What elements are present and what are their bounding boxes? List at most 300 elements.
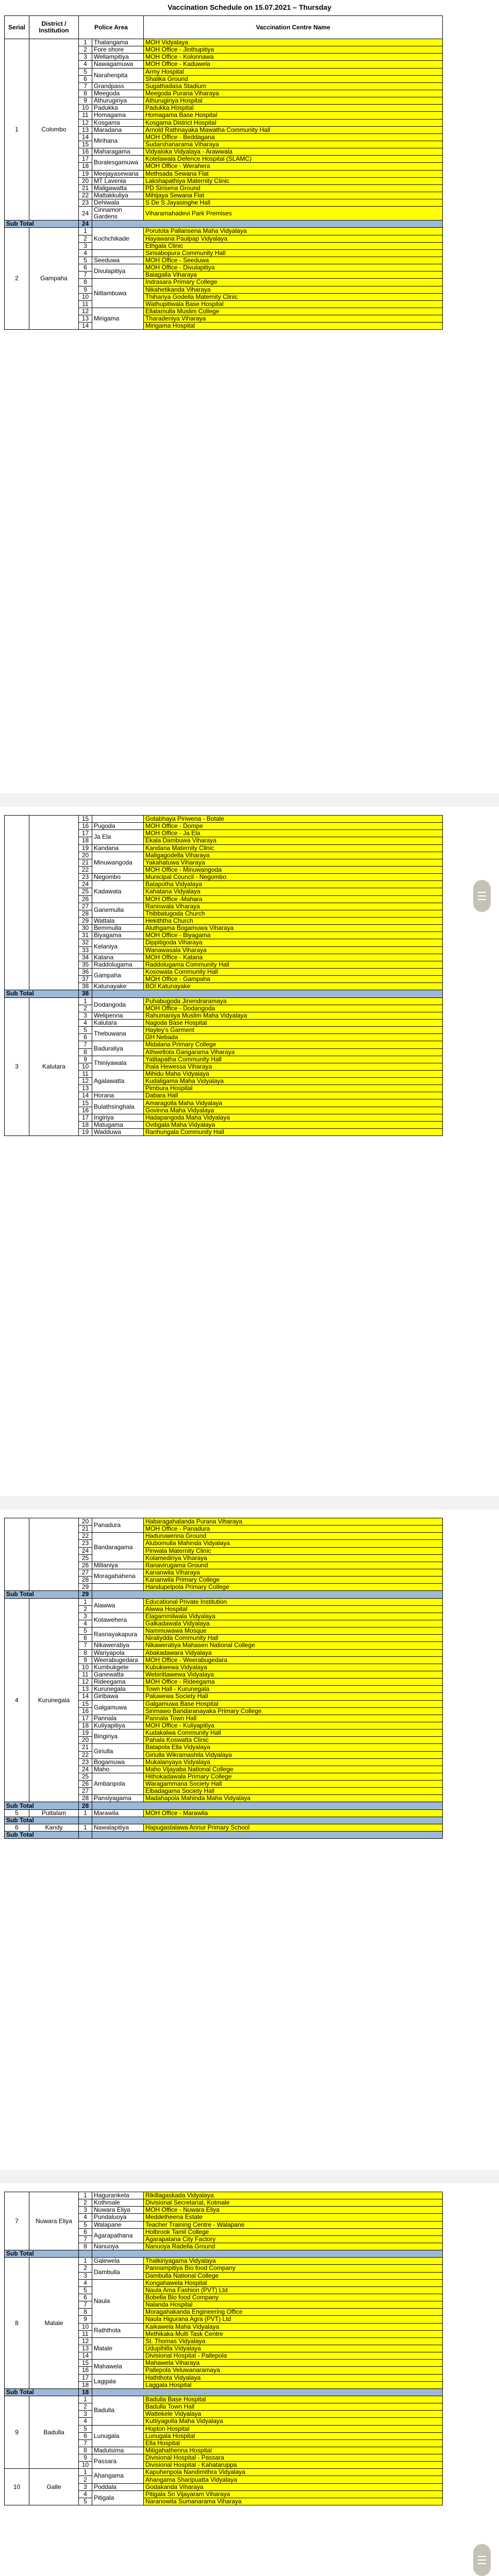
police-area-cell: Bulathsinghala [92, 1099, 144, 1114]
police-area-cell: Madulsima [92, 2447, 144, 2454]
sub-total-value: 38 [79, 990, 92, 997]
vaccination-centre-cell: Bobella Bio food Company [144, 2294, 443, 2301]
sub-total-row [5, 990, 443, 997]
row-number: 10 [79, 105, 92, 112]
sub-total-value [79, 1832, 92, 1839]
row-number: 7 [79, 82, 92, 90]
vaccination-centre-cell: MOH Office - Werahera [144, 163, 443, 170]
row-number: 16 [79, 823, 92, 830]
vaccination-centre-cell: Methsada Sewana Flat [144, 170, 443, 177]
police-area-cell: Negombo [92, 874, 144, 881]
row-number: 18 [79, 837, 92, 844]
row-number: 18 [79, 163, 92, 170]
row-number: 22 [79, 192, 92, 199]
police-area-cell: Moragahahena [92, 1569, 144, 1583]
vaccination-centre-cell: Ella Hospital [144, 2439, 443, 2447]
police-area-cell: Katunayake [92, 983, 144, 990]
police-area-cell: Badulla [92, 2396, 144, 2425]
vaccination-centre-cell: Batapotha Vidyalaya [144, 881, 443, 888]
row-number: 20 [79, 1737, 92, 1744]
row-number: 29 [79, 917, 92, 924]
header-police-area: Police Area [79, 16, 144, 39]
vaccination-centre-cell: Haduruwenna Ground [144, 1533, 443, 1540]
row-number: 2 [79, 1605, 92, 1613]
menu-icon [478, 892, 486, 893]
row-number: 26 [79, 1562, 92, 1569]
row-number: 19 [79, 844, 92, 852]
vaccination-centre-cell: Govinna Maha Vidyalaya [144, 1107, 443, 1114]
row-number: 22 [79, 1533, 92, 1540]
vaccination-centre-cell: Madahapola Mahinda Maha Vidyalaya [144, 1795, 443, 1802]
vaccination-centre-cell: Puhabugoda Jinendraramaya [144, 997, 443, 1005]
row-number: 9 [79, 2454, 92, 2462]
vaccination-centre-cell: Thihariya Godella Maternity Clinic [144, 293, 443, 300]
sub-total-label: Sub Total [5, 221, 79, 228]
district-cell [29, 816, 79, 990]
vaccination-centre-cell: Indrasara Primary College [144, 279, 443, 286]
vaccination-centre-cell: Rikillagaskada Vidyalaya [144, 2192, 443, 2199]
row-number: 6 [79, 264, 92, 272]
police-area-cell: Nawalapitiya [92, 1824, 144, 1831]
police-area-cell: Athurugiriya [92, 97, 144, 105]
row-number: 1 [79, 1598, 92, 1605]
serial-cell [5, 816, 29, 990]
police-area-cell: Kosgama [92, 119, 144, 126]
district-cell: Kandy [29, 1824, 79, 1831]
police-area-cell: Wattala [92, 917, 144, 924]
table-row [5, 2192, 443, 2199]
row-number: 8 [79, 1048, 92, 1056]
row-number: 27 [79, 903, 92, 910]
sub-total-value [79, 1817, 92, 1824]
police-area-cell: Agarapathana [92, 2228, 144, 2243]
row-number: 13 [79, 315, 92, 323]
vaccination-centre-cell: Niraliydda Community Hall [144, 1635, 443, 1642]
police-area-cell: Mirihana [92, 133, 144, 148]
row-number: 26 [79, 1781, 92, 1788]
police-area-cell: Kandana [92, 844, 144, 852]
vaccination-centre-cell: MOH Office - Katana [144, 954, 443, 961]
police-area-cell: Mahawela [92, 2360, 144, 2374]
vaccination-centre-cell: Tharadeniya Viharaya [144, 315, 443, 323]
sub-total-label: Sub Total [5, 1802, 79, 1809]
row-number: 4 [79, 1019, 92, 1026]
police-area-cell: Kotawehera [92, 1613, 144, 1627]
police-area-cell: Matale [92, 2337, 144, 2359]
district-cell [29, 1518, 79, 1591]
row-number: 23 [79, 874, 92, 881]
vaccination-centre-cell: Haththota Vidyalaya [144, 2374, 443, 2381]
row-number: 4 [79, 2418, 92, 2425]
police-area-cell: Giriulla [92, 1744, 144, 1758]
table-row [5, 2469, 443, 2476]
row-number: 30 [79, 925, 92, 932]
vaccination-centre-cell: Galgamuwa Base Hospital [144, 1700, 443, 1707]
vaccination-centre-cell: Nikahetikanda Viharaya [144, 286, 443, 293]
header-row [5, 16, 443, 39]
vaccination-centre-cell: MOH Office - Nuwara Eliya [144, 2207, 443, 2214]
row-number: 15 [79, 816, 92, 823]
police-area-cell: Ganewatta [92, 1671, 144, 1678]
row-number: 28 [79, 910, 92, 917]
row-number: 5 [79, 2221, 92, 2228]
row-number: 14 [79, 1693, 92, 1700]
vaccination-centre-cell: Waragammana Society Hall [144, 1781, 443, 1788]
vaccination-centre-cell: Kolamediriya Viharaya [144, 1554, 443, 1562]
row-number: 8 [79, 90, 92, 97]
district-cell: Puttalam [29, 1809, 79, 1817]
vaccination-centre-cell: Naranowita Sumanarama Viharaya [144, 2498, 443, 2505]
serial-cell: 1 [5, 39, 29, 221]
floating-menu-button[interactable] [473, 2544, 491, 2576]
row-number: 18 [79, 1722, 92, 1729]
vaccination-centre-cell: Balagalla Viharaya [144, 272, 443, 279]
row-number: 9 [79, 2316, 92, 2323]
row-number: 21 [79, 1744, 92, 1751]
row-number: 2 [79, 2265, 92, 2272]
row-number: 9 [79, 1056, 92, 1063]
row-number: 17 [79, 830, 92, 837]
police-area-cell: Ganemulla [92, 903, 144, 917]
police-area-cell: Matugama [92, 1121, 144, 1128]
police-area-cell [92, 816, 144, 823]
row-number: 5 [79, 257, 92, 264]
row-number: 5 [79, 2425, 92, 2432]
row-number: 20 [79, 177, 92, 184]
police-area-cell: Rideegama [92, 1679, 144, 1686]
vaccination-centre-cell: Naula Ama Fashion (PVT) Ltd [144, 2286, 443, 2294]
row-number: 1 [79, 228, 92, 235]
vaccination-centre-cell: Raddolugama Community Hall [144, 961, 443, 968]
police-area-cell: Ja Ela [92, 830, 144, 844]
vaccination-centre-cell: Alubomulla Mahinda Vidyalaya [144, 1540, 443, 1547]
vaccination-centre-cell: Kubukwewa Vidyalaya [144, 1664, 443, 1671]
police-area-cell: Haguranketa [92, 2192, 144, 2199]
table-row [5, 1809, 443, 1817]
police-area-cell: Pundaluoya [92, 2214, 144, 2221]
police-area-cell: Alawwa [92, 1598, 144, 1613]
row-number: 38 [79, 983, 92, 990]
vaccination-centre-cell: Kananwila Primary College [144, 1577, 443, 1584]
vaccination-centre-cell: Kuttiyagolla Maha Vidyalaya [144, 2418, 443, 2425]
schedule-table [4, 2192, 443, 2505]
police-area-cell: Marawila [92, 1809, 144, 1817]
vaccination-centre-cell: Athweltota Gangarama Viharaya [144, 1048, 443, 1056]
row-number: 8 [79, 2309, 92, 2316]
row-number: 1 [79, 997, 92, 1005]
vaccination-centre-cell: Moragahakanda Engineering Office [144, 2309, 443, 2316]
row-number: 5 [79, 1027, 92, 1034]
page-title: Vaccination Schedule on 15.07.2021 – Thursday [168, 3, 331, 11]
vaccination-centre-cell: Ranavirugama Ground [144, 1562, 443, 1569]
vaccination-centre-cell: Elbadagama Society Hall [144, 1788, 443, 1795]
row-number: 25 [79, 1773, 92, 1780]
row-number: 28 [79, 1577, 92, 1584]
police-area-cell: Thiniyawala [92, 1056, 144, 1070]
police-area-cell: Kumbukgete [92, 1664, 144, 1671]
vaccination-centre-cell: Pimbura Hospital [144, 1085, 443, 1092]
vaccination-centre-cell: MOH Office - Divulapitiya [144, 264, 443, 272]
sub-total-blank [92, 2250, 443, 2258]
vaccination-centre-cell: MOH Office - Panadura [144, 1526, 443, 1533]
police-area-cell: Katana [92, 954, 144, 961]
vaccination-centre-cell: Athurugiriya Hospital [144, 97, 443, 105]
row-number: 36 [79, 968, 92, 975]
row-number: 11 [79, 2330, 92, 2337]
row-number: 3 [79, 1613, 92, 1620]
vaccination-centre-cell: Kosowata Community Hall [144, 968, 443, 975]
vaccination-centre-cell: Sugathadasa Stadium [144, 82, 443, 90]
row-number: 14 [79, 133, 92, 141]
row-number: 6 [79, 2294, 92, 2301]
vaccination-centre-cell: Wathupitiwala Base Hospital [144, 300, 443, 308]
row-number: 2 [79, 46, 92, 54]
vaccination-centre-cell: Webirittawewa Vidyalaya [144, 1671, 443, 1678]
vaccination-centre-cell: Hayawana Paulpap Vidyalaya [144, 235, 443, 242]
vaccination-centre-cell: Nikaweratiya Mahasen National College [144, 1642, 443, 1649]
vaccination-centre-cell: Meegoda Purana Viharaya [144, 90, 443, 97]
row-number: 4 [79, 1620, 92, 1627]
police-area-cell: Meegoda [92, 90, 144, 97]
row-number: 20 [79, 852, 92, 859]
sub-total-blank [92, 2388, 443, 2396]
row-number: 11 [79, 300, 92, 308]
row-number: 11 [79, 1671, 92, 1678]
row-number: 25 [79, 888, 92, 895]
row-number: 22 [79, 866, 92, 873]
vaccination-centre-cell: Mihidu Maha Vidyalaya [144, 1070, 443, 1077]
vaccination-centre-cell: Educational Private Institution [144, 1598, 443, 1605]
table-row [5, 39, 443, 46]
police-area-cell: Divulapitiya [92, 264, 144, 279]
vaccination-centre-cell: MOH Office - Jinthupitiya [144, 46, 443, 54]
row-number: 10 [79, 293, 92, 300]
police-area-cell: MT Lavenia [92, 177, 144, 184]
row-number: 8 [79, 279, 92, 286]
police-area-cell: Agalawatta [92, 1070, 144, 1092]
sub-total-row [5, 2388, 443, 2396]
row-number: 5 [79, 2498, 92, 2505]
vaccination-centre-cell: Porutota Pallansena Maha Vidyalaya [144, 228, 443, 235]
police-area-cell: Laggala [92, 2374, 144, 2388]
police-area-cell: Nikaweratiya [92, 1642, 144, 1649]
row-number: 23 [79, 1758, 92, 1766]
sub-total-label: Sub Total [5, 1832, 79, 1839]
police-area-cell: Pansiyagama [92, 1795, 144, 1802]
sub-total-label: Sub Total [5, 2388, 79, 2396]
sub-total-label: Sub Total [5, 990, 79, 997]
sub-total-value: 28 [79, 1802, 92, 1809]
page-break [0, 2170, 499, 2183]
vaccination-centre-cell: Pinwala Maternity Clinic [144, 1547, 443, 1554]
vaccination-centre-cell: Yatitapatha Community Hall [144, 1056, 443, 1063]
row-number: 7 [79, 1041, 92, 1048]
police-area-cell: Walapane [92, 2221, 144, 2228]
row-number: 2 [79, 2476, 92, 2483]
row-number: 12 [79, 2337, 92, 2345]
row-number: 4 [79, 2490, 92, 2498]
row-number: 7 [79, 2439, 92, 2447]
row-number: 19 [79, 170, 92, 177]
vaccination-centre-cell: Thalkiriyagama Vidyalaya [144, 2258, 443, 2265]
row-number: 6 [79, 1635, 92, 1642]
vaccination-centre-cell: Divisional Hospital - Pallepola [144, 2352, 443, 2360]
row-number: 16 [79, 148, 92, 156]
row-number: 14 [79, 1092, 92, 1099]
vaccination-centre-cell: Batapola Ella Vidyalaya [144, 1744, 443, 1751]
vaccination-centre-cell: Nalanda Hospital [144, 2301, 443, 2309]
row-number: 13 [79, 1085, 92, 1092]
vaccination-centre-cell: MOH Office - Beddagana [144, 133, 443, 141]
police-area-cell: Homagama [92, 112, 144, 119]
vaccination-centre-cell: Ovitigala Maha Vidyalaya [144, 1121, 443, 1128]
vaccination-centre-cell: Habaragahalanda Purana Viharaya [144, 1518, 443, 1526]
row-number: 35 [79, 961, 92, 968]
header-district: District / Institution [29, 16, 79, 39]
row-number: 20 [79, 1518, 92, 1526]
police-area-cell: Minuwangoda [92, 852, 144, 873]
row-number: 1 [79, 1809, 92, 1817]
vaccination-centre-cell: Abakadawara Vidyalaya [144, 1649, 443, 1656]
vaccination-centre-cell: MOH Office - Biyagama [144, 932, 443, 939]
vaccination-centre-cell: Galkadawala Vidyalaya [144, 1620, 443, 1627]
district-cell: Nuwara Eliya [29, 2192, 79, 2250]
vaccination-centre-cell: Ethgala Clinic [144, 242, 443, 249]
police-area-cell: Nanuoya [92, 2243, 144, 2250]
police-area-cell: Raddolugama [92, 961, 144, 968]
row-number: 6 [79, 75, 92, 82]
sub-total-row [5, 1832, 443, 1839]
police-area-cell: Kalutara [92, 1019, 144, 1026]
row-number: 8 [79, 2447, 92, 2454]
row-number: 8 [79, 1649, 92, 1656]
table-row [5, 2258, 443, 2265]
vaccination-centre-cell: MOH Office - Dodangoda [144, 1005, 443, 1012]
vaccination-centre-cell: PD Sirisena Ground [144, 184, 443, 192]
police-area-cell: Pitigala [92, 2490, 144, 2505]
row-number: 14 [79, 323, 92, 330]
menu-icon [478, 2556, 486, 2557]
vaccination-centre-cell: Midalana Primary College [144, 1041, 443, 1048]
police-area-cell: Lunugala [92, 2425, 144, 2447]
row-number: 28 [79, 1795, 92, 1802]
vaccination-centre-cell: Divisional Hospital - Passara [144, 2454, 443, 2462]
row-number: 27 [79, 1788, 92, 1795]
row-number: 3 [79, 2272, 92, 2279]
police-area-cell: Maligawatta [92, 184, 144, 192]
vaccination-centre-cell: Nammuwawa Mosque [144, 1628, 443, 1635]
vaccination-centre-cell: Ranhungala Community Hall [144, 1129, 443, 1136]
vaccination-centre-cell: BOI Katunayake [144, 983, 443, 990]
row-number: 2 [79, 2403, 92, 2411]
row-number: 17 [79, 1114, 92, 1121]
header-centre-name: Vaccination Centre Name [144, 16, 443, 39]
vaccination-centre-cell: GH Nebada [144, 1034, 443, 1041]
vaccination-centre-cell: Padukka Hospital [144, 105, 443, 112]
police-area-cell: Mattakkuliya [92, 192, 144, 199]
sub-total-blank [92, 1591, 443, 1598]
row-number: 4 [79, 249, 92, 257]
vaccination-centre-cell: Nagoda Base Hospital [144, 1019, 443, 1026]
table-row [5, 1598, 443, 1605]
serial-cell: 7 [5, 2192, 29, 2250]
sub-total-row [5, 1817, 443, 1824]
police-area-cell: Kothmale [92, 2199, 144, 2207]
vaccination-centre-cell: Sudarshanarama Viharaya [144, 141, 443, 148]
row-number: 26 [79, 895, 92, 903]
sub-total-row [5, 1591, 443, 1598]
vaccination-centre-cell: MOH Office - Marawila [144, 1809, 443, 1817]
vaccination-centre-cell: Mukalanyaya Vidyalaya [144, 1758, 443, 1766]
vaccination-centre-cell: Hadapangoda Maha Vidyalaya [144, 1114, 443, 1121]
row-number: 16 [79, 2367, 92, 2374]
row-number: 15 [79, 1700, 92, 1707]
vaccination-centre-cell: Hayley's Garment [144, 1027, 443, 1034]
row-number: 9 [79, 1656, 92, 1664]
vaccination-centre-cell: Municipal Council - Negombo [144, 874, 443, 881]
vaccination-centre-cell: Mahawela Viharaya [144, 2360, 443, 2367]
row-number: 3 [79, 2207, 92, 2214]
vaccination-centre-cell: Amaragolla Maha Vidyalaya [144, 1099, 443, 1107]
row-number: 18 [79, 1121, 92, 1128]
police-area-cell: Raththota [92, 2323, 144, 2337]
police-area-cell: Maradana [92, 126, 144, 133]
vaccination-centre-cell: Agarapatana City Factory [144, 2235, 443, 2243]
vaccination-centre-cell: MOH Office - Kuliyapitiya [144, 1722, 443, 1729]
vaccination-centre-cell: Alwwa Hospital [144, 1605, 443, 1613]
vaccination-centre-cell: Viharamahadevi Park Premises [144, 207, 443, 221]
row-number: 1 [79, 1824, 92, 1831]
vaccination-centre-cell: MOH Office - Rideegama [144, 1679, 443, 1686]
police-area-cell: Dodangoda [92, 997, 144, 1012]
vaccination-centre-cell: Army Hospital [144, 68, 443, 75]
row-number: 25 [79, 1554, 92, 1562]
police-area-cell: Kuliyapitiya [92, 1722, 144, 1729]
page-break [0, 793, 499, 807]
sub-total-blank [92, 990, 443, 997]
row-number: 5 [79, 1628, 92, 1635]
police-area-cell: Ahangama [92, 2469, 144, 2483]
vaccination-centre-cell: Paluwewa Society Hall [144, 1693, 443, 1700]
floating-menu-button[interactable] [473, 880, 491, 912]
police-area-cell: Nuwara Eliya [92, 2207, 144, 2214]
police-area-cell: Wellampitiya [92, 54, 144, 61]
police-area-cell: Thebuwana [92, 1027, 144, 1041]
district-cell: Colombo [29, 39, 79, 221]
schedule-table [4, 815, 443, 1136]
vaccination-centre-cell: Hithokadawala Primary College [144, 1773, 443, 1780]
sub-total-blank [92, 1817, 443, 1824]
row-number: 3 [79, 54, 92, 61]
table-row [5, 1518, 443, 1526]
table-row [5, 228, 443, 235]
row-number: 24 [79, 207, 92, 221]
sub-total-blank [92, 221, 443, 228]
vaccination-centre-cell: Thibbatugoda Church [144, 910, 443, 917]
row-number: 32 [79, 939, 92, 946]
row-number: 1 [79, 2258, 92, 2265]
row-number: 21 [79, 184, 92, 192]
vaccination-centre-cell: Badulla Town Hall [144, 2403, 443, 2411]
district-cell: Gampaha [29, 228, 79, 330]
row-number: 21 [79, 859, 92, 866]
vaccination-centre-cell: MOH Office - Ja Ela [144, 830, 443, 837]
serial-cell: 3 [5, 997, 29, 1136]
police-area-cell: Thalangama [92, 39, 144, 46]
vaccination-centre-cell: Meddetheena Estate [144, 2214, 443, 2221]
vaccination-centre-cell: Godakanda Viharaya [144, 2483, 443, 2490]
schedule-table [4, 15, 443, 330]
